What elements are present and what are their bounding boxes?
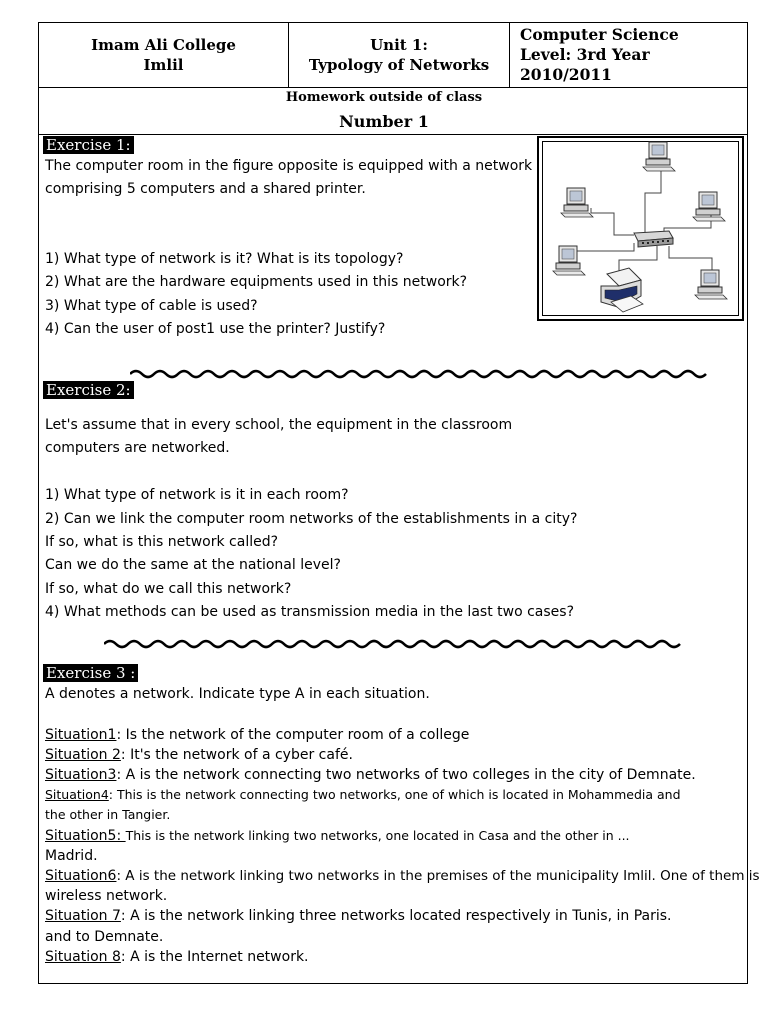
exercise1-intro-line: comprising 5 computers and a shared printer. [45,181,366,197]
situation-label: Situation 7 [45,908,121,924]
situation-label: Situation 2 [45,747,121,763]
college-name: Imam Ali College [91,36,236,54]
wave-divider [104,638,686,650]
header-table [38,22,748,88]
situation-7-continued: and to Demnate. [45,929,164,945]
exercise1-question: 2) What are the hardware equipments used in this network? [45,274,468,290]
unit-title: Typology of Networks [308,56,490,74]
exercise2-intro-line: computers are networked. [45,440,230,456]
situation-5 [45,827,630,845]
exercise1-question: 3) What type of cable is used? [45,298,258,314]
situation-text: : A is the Internet network. [120,949,309,965]
exercise1-intro-line: The computer room in the figure opposite is equipped with a network [45,158,533,174]
homework-label: Homework outside of class [285,90,483,105]
exercise3-title: Exercise 3 : [43,664,138,682]
computer-icon [643,142,675,171]
situation-6 [45,867,760,885]
situation-2 [45,746,353,764]
exercise2-question: Can we do the same at the national level? [45,557,341,573]
level: Level: 3rd Year [520,45,650,64]
situation-label: Situation6 [45,868,117,884]
unit-number: Unit 1: [370,36,428,54]
situation-6-continued: wireless network. [45,888,168,904]
situation-8 [45,948,309,966]
situation-text: This is the network linking two networks, one located in Casa and the other in ... [125,828,630,843]
situation-label: Situation 8 [45,949,121,965]
situation-text: : Is the network of the computer room of a college [116,727,470,743]
situation-label: Situation3 [45,767,117,783]
subject: Computer Science [520,25,679,44]
town-name: Imlil [143,56,184,74]
situation-text: : It's the network of a cyber café. [120,747,353,763]
situation-4-continued: the other in Tangier. [45,807,171,822]
situation-3 [45,766,696,784]
situation-1 [45,726,469,744]
exercise2-question: 4) What methods can be used as transmission media in the last two cases? [45,604,574,620]
number-label: Number 1 [339,112,429,131]
exercise3-intro: A denotes a network. Indicate type A in each situation. [45,686,430,702]
exercise2-question: If so, what is this network called? [45,534,279,550]
header-subject-cell [510,23,747,87]
exercise1-question: 4) Can the user of post1 use the printer? Justify? [45,321,386,337]
exercise2-question: 1) What type of network is it in each room? [45,487,349,503]
situation-label: Situation5: [45,828,126,844]
situation-label: Situation1 [45,727,117,743]
cable-lines [572,168,712,290]
exercise1-title: Exercise 1: [43,136,134,154]
situation-text: : A is the network linking two networks in the premises of the municipality Imlil. One of them is [116,868,760,884]
exercise1-question: 1) What type of network is it? What is its topology? [45,251,404,267]
situation-4 [45,786,681,804]
computer-icon [553,246,585,275]
header-school-cell [39,23,289,87]
computer-icon [695,270,727,299]
exercise2-intro-line: Let's assume that in every school, the equipment in the classroom [45,417,513,433]
computer-icon [561,188,593,217]
network-diagram [539,138,742,319]
network-figure [537,136,744,321]
school-year: 2010/2011 [520,65,612,84]
printer-icon [601,268,643,312]
situation-5-continued: Madrid. [45,848,98,864]
header-unit-cell [289,23,510,87]
situation-text: : This is the network connecting two networks, one of which is located in Mohammedia and [108,787,681,802]
wave-divider [130,368,712,380]
switch-icon [634,231,673,247]
exercise2-title: Exercise 2: [43,381,134,399]
situation-label: Situation4 [45,787,109,802]
situation-text: : A is the network linking three networks located respectively in Tunis, in Paris. [120,908,672,924]
divider [38,134,748,135]
computer-icon [693,192,725,221]
situation-7 [45,907,672,925]
situation-text: : A is the network connecting two networks of two colleges in the city of Demnate. [116,767,696,783]
exercise2-question: If so, what do we call this network? [45,581,292,597]
exercise2-question: 2) Can we link the computer room networks of the establishments in a city? [45,511,578,527]
